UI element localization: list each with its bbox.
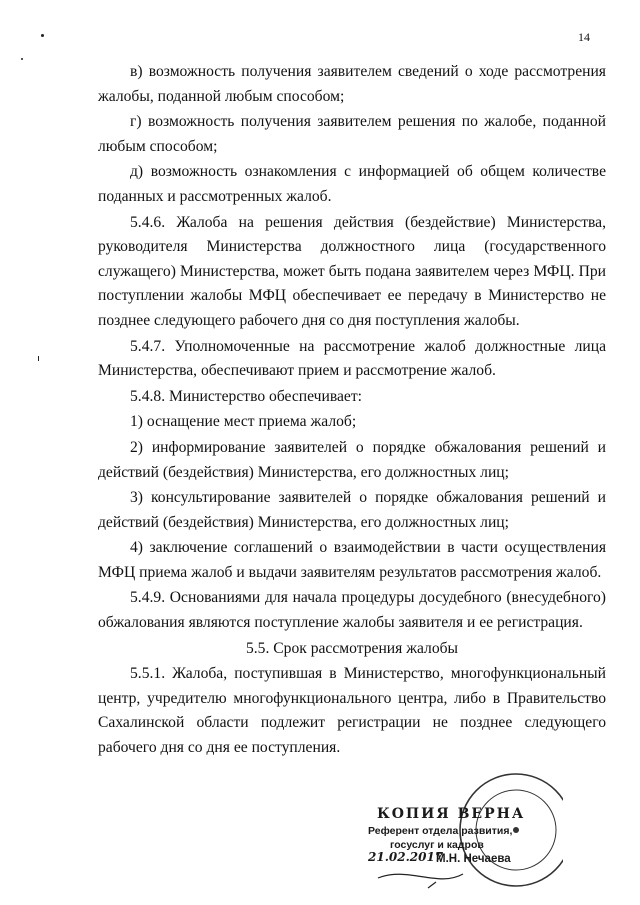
scan-speck bbox=[21, 58, 23, 60]
paragraph: 5.4.7. Уполномоченные на рассмотрение жалоб должностные лица Министерства, обеспечивают прием и рассмотрение жалоб. bbox=[98, 337, 606, 380]
paragraph: 4) заключение соглашений о взаимодействии в части осуществления МФЦ приема жалоб и выдачи заявителям результатов рассмотрения жалоб. bbox=[98, 539, 606, 581]
paragraph: г) возможность получения заявителем решения по жалобе, поданной любым способом; bbox=[98, 113, 606, 155]
stamp-name: М.Н. Нечаева bbox=[436, 853, 511, 865]
document-body bbox=[98, 60, 606, 761]
stamp-subdepartment: госуслуг и кадров bbox=[390, 839, 484, 851]
page-number: 14 bbox=[578, 30, 590, 44]
paragraph: 1) оснащение мест приема жалоб; bbox=[130, 413, 357, 431]
stamp-title: КОПИЯ ВЕРНА bbox=[377, 806, 526, 822]
scan-speck bbox=[38, 356, 39, 361]
paragraph: 5.4.6. Жалоба на решения действия (бездействие) Министерства, руководителя Министерства должностного лица (государственного служащего) Министерства, может быть подана заявителем через МФЦ. При поступлении жалобы МФЦ обеспечивает ее передачу в Министерство не позднее следующего рабочего дня со дня поступления жалобы. bbox=[98, 213, 606, 329]
certification-stamp bbox=[368, 770, 563, 895]
paragraph: 3) консультирование заявителей о порядке обжалования решений и действий (бездействия) Министерства, его должностных лиц; bbox=[98, 489, 606, 531]
stamp-date: 21.02.2017 bbox=[368, 850, 444, 864]
paragraph: 5.4.9. Основаниями для начала процедуры досудебного (внесудебного) обжалования являются поступление жалобы заявителя и ее регистрация. bbox=[98, 589, 606, 632]
paragraph: 2) информирование заявителей о порядке обжалования решений и действий (бездействия) Министерства, его должностных лиц; bbox=[98, 438, 606, 481]
paragraph: в) возможность получения заявителем сведений о ходе рассмотрения жалобы, поданной любым способом; bbox=[98, 63, 606, 105]
section-heading: 5.5. Срок рассмотрения жалобы bbox=[245, 639, 459, 657]
paragraph: д) возможность ознакомления с информацией об общем количестве поданных и рассмотренных жалоб. bbox=[98, 163, 606, 205]
paragraph: 5.4.8. Министерство обеспечивает: bbox=[130, 387, 362, 405]
stamp-department: Референт отдела развития, bbox=[368, 825, 513, 837]
paragraph: 5.5.1. Жалоба, поступившая в Министерство, многофункциональный центр, учредителю многофункционального центра, либо в Правительство Сахалинской области подлежит регистрации не позднее следующего рабочего дня со дня ее поступления. bbox=[98, 665, 606, 757]
scan-speck bbox=[41, 34, 44, 37]
